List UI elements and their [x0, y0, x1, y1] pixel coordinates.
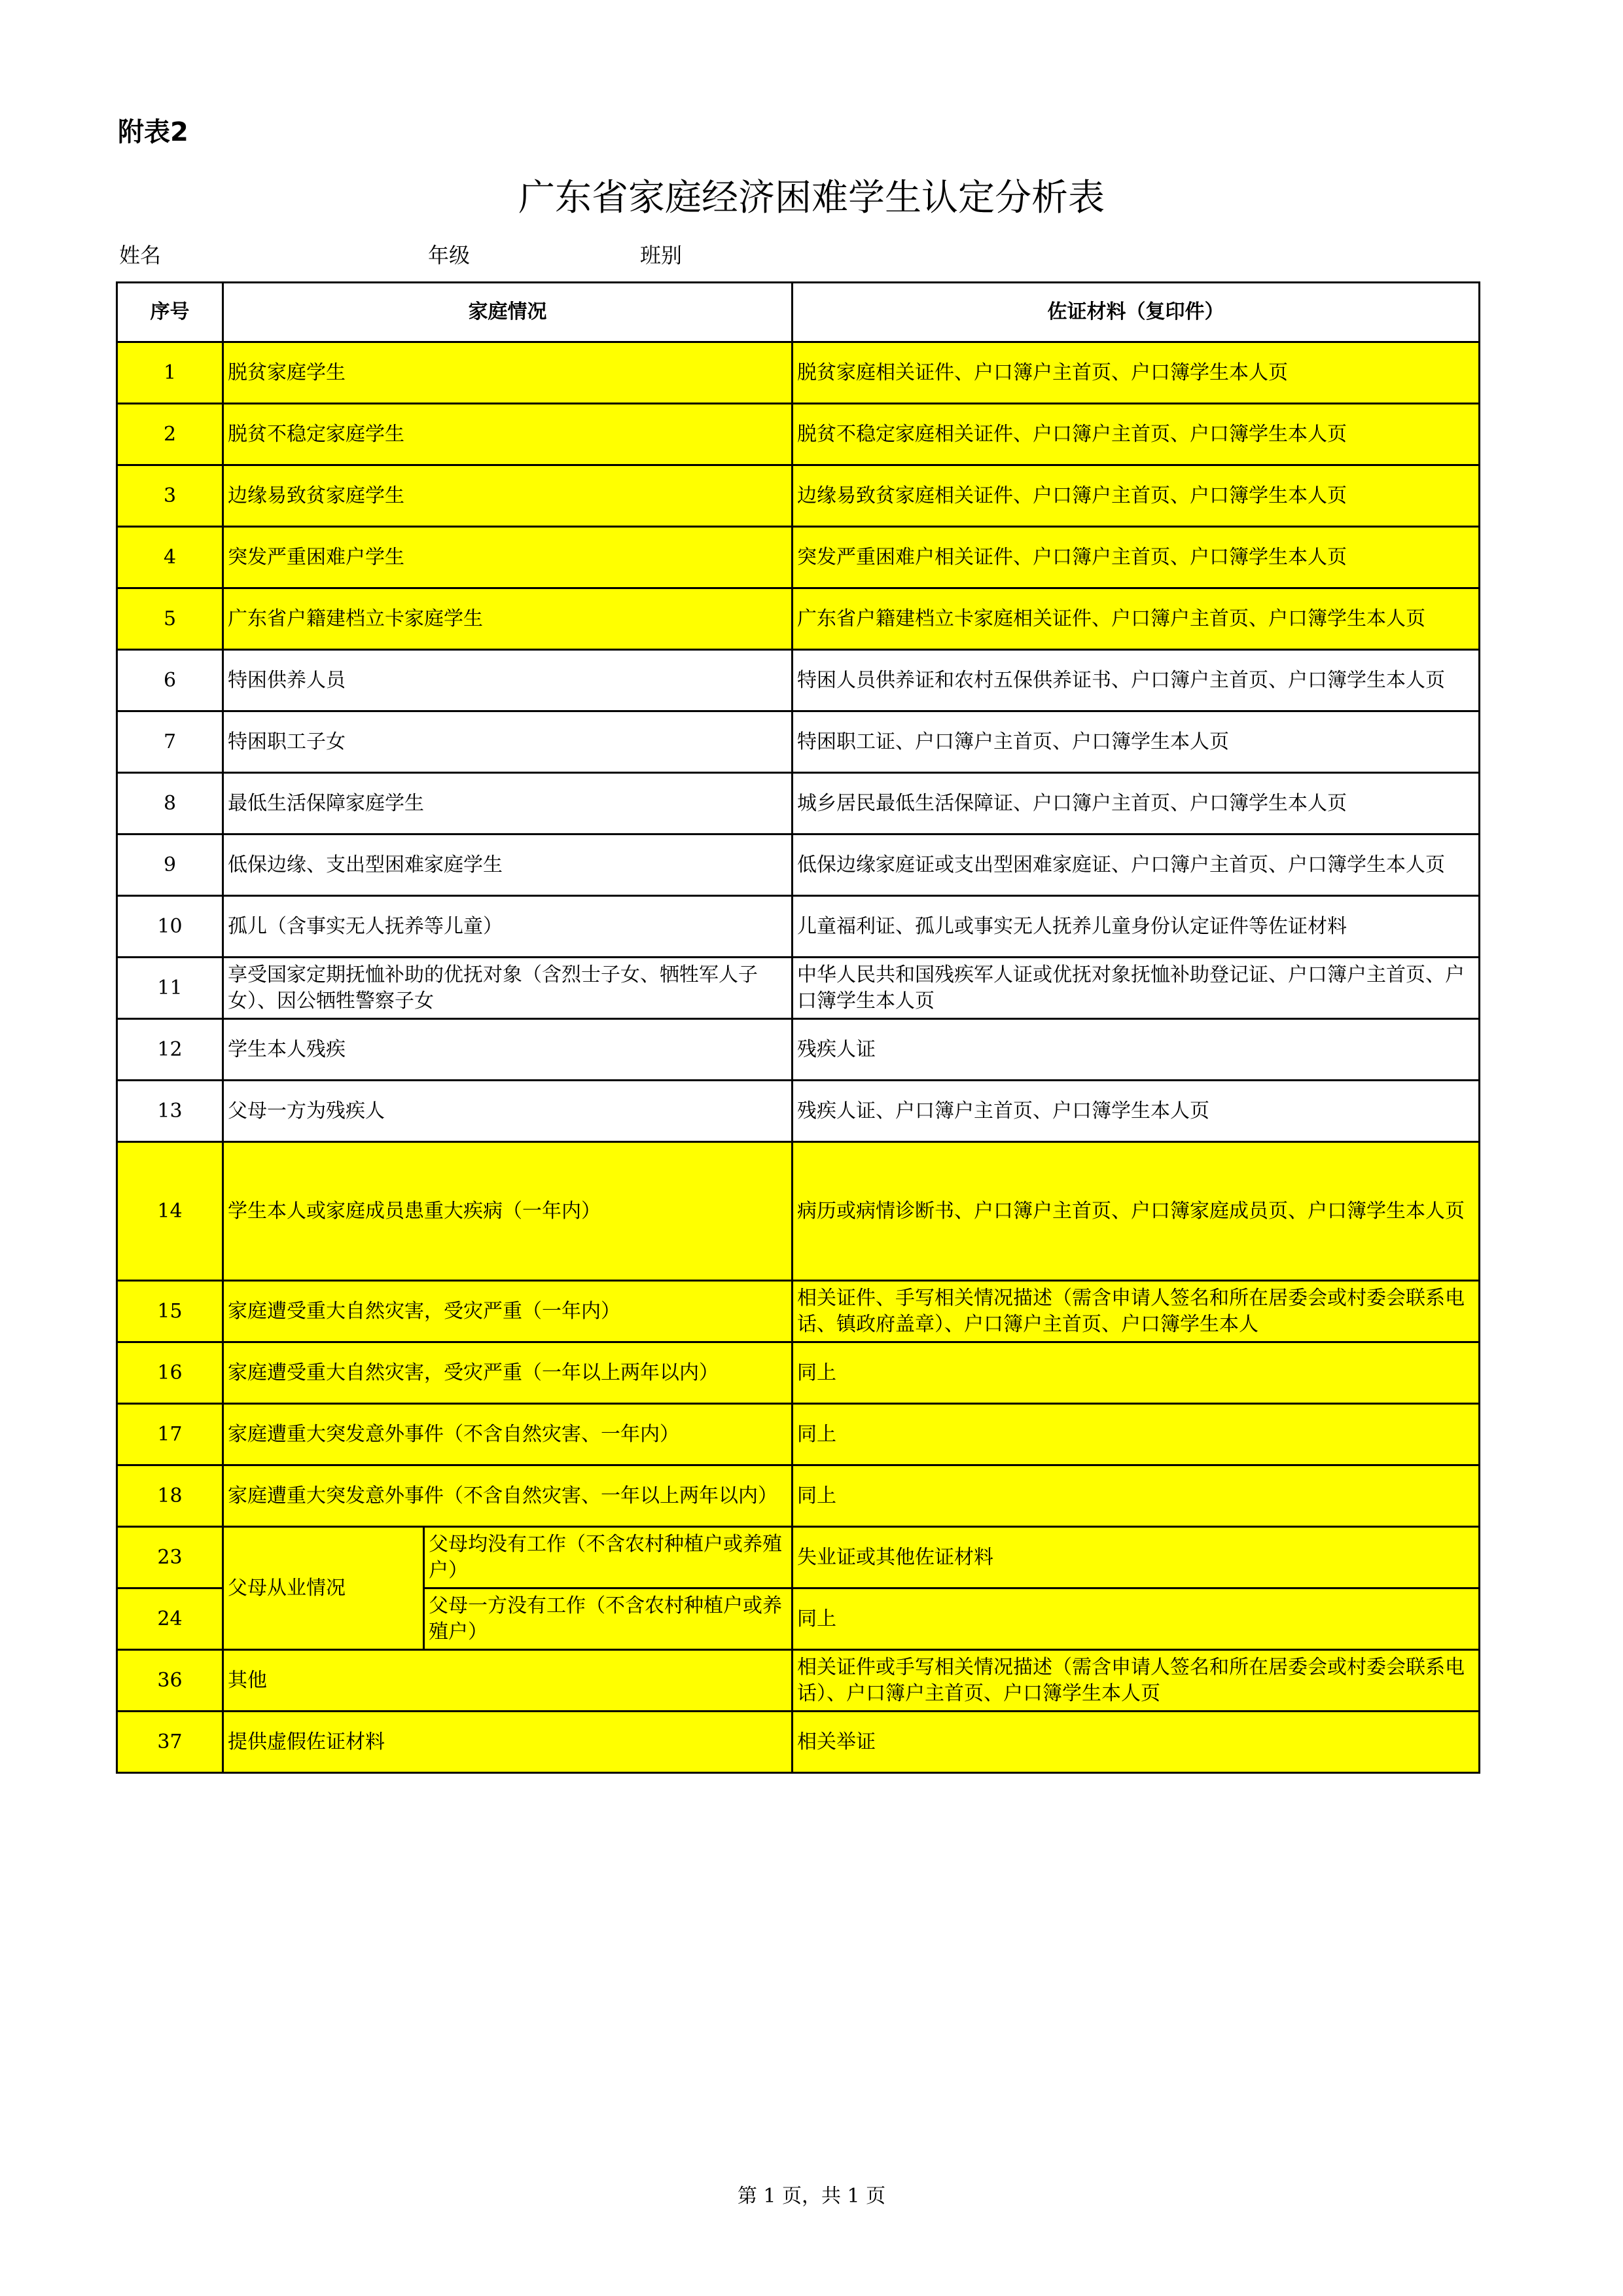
attachment-label: 附表2	[118, 117, 188, 147]
table-row	[117, 1019, 1480, 1081]
table-row	[117, 958, 1480, 1019]
analysis-table	[116, 281, 1480, 1774]
row-evidence: 低保边缘家庭证或支出型困难家庭证、户口簿户主首页、户口簿学生本人页	[793, 834, 1480, 896]
table-row	[117, 773, 1480, 834]
row-evidence: 边缘易致贫家庭相关证件、户口簿户主首页、户口簿学生本人页	[793, 465, 1480, 527]
table-row	[117, 1342, 1480, 1404]
row-family: 广东省户籍建档立卡家庭学生	[223, 588, 793, 650]
row-seq: 36	[117, 1650, 223, 1712]
row-evidence: 同上	[793, 1342, 1480, 1404]
row-evidence: 儿童福利证、孤儿或事实无人抚养儿童身份认定证件等佐证材料	[793, 896, 1480, 958]
row-evidence: 同上	[793, 1404, 1480, 1465]
table-row	[117, 404, 1480, 465]
row-subcondition: 父母一方没有工作（不含农村种植户或养殖户）	[424, 1588, 793, 1650]
row-family: 突发严重困难户学生	[223, 527, 793, 588]
table-row	[117, 834, 1480, 896]
header-family: 家庭情况	[223, 283, 793, 342]
row-seq: 3	[117, 465, 223, 527]
row-seq: 8	[117, 773, 223, 834]
table-row	[117, 465, 1480, 527]
row-seq: 2	[117, 404, 223, 465]
row-seq: 12	[117, 1019, 223, 1081]
row-evidence: 残疾人证、户口簿户主首页、户口簿学生本人页	[793, 1081, 1480, 1142]
row-evidence: 脱贫不稳定家庭相关证件、户口簿户主首页、户口簿学生本人页	[793, 404, 1480, 465]
row-seq: 6	[117, 650, 223, 711]
row-evidence: 病历或病情诊断书、户口簿户主首页、户口簿家庭成员页、户口簿学生本人页	[793, 1142, 1480, 1281]
header-evidence: 佐证材料（复印件）	[793, 283, 1480, 342]
row-evidence: 同上	[793, 1588, 1480, 1650]
row-evidence: 同上	[793, 1465, 1480, 1527]
table-row	[117, 342, 1480, 404]
row-family: 提供虚假佐证材料	[223, 1712, 793, 1773]
row-seq: 37	[117, 1712, 223, 1773]
row-seq: 10	[117, 896, 223, 958]
table-row	[117, 1281, 1480, 1342]
row-seq: 23	[117, 1527, 223, 1588]
table-row	[117, 527, 1480, 588]
row-family: 家庭遭重大突发意外事件（不含自然灾害、一年以上两年以内）	[223, 1465, 793, 1527]
row-family: 特困职工子女	[223, 711, 793, 773]
row-evidence: 突发严重困难户相关证件、户口簿户主首页、户口簿学生本人页	[793, 527, 1480, 588]
row-family: 家庭遭受重大自然灾害，受灾严重（一年以上两年以内）	[223, 1342, 793, 1404]
grade-label: 年级	[428, 243, 471, 268]
row-seq: 14	[117, 1142, 223, 1281]
row-family: 父母一方为残疾人	[223, 1081, 793, 1142]
table-row	[117, 1527, 1480, 1588]
row-family: 家庭遭重大突发意外事件（不含自然灾害、一年内）	[223, 1404, 793, 1465]
row-seq: 18	[117, 1465, 223, 1527]
row-family: 最低生活保障家庭学生	[223, 773, 793, 834]
row-seq: 1	[117, 342, 223, 404]
table-row	[117, 711, 1480, 773]
table-row	[117, 1081, 1480, 1142]
row-family: 脱贫家庭学生	[223, 342, 793, 404]
row-evidence: 广东省户籍建档立卡家庭相关证件、户口簿户主首页、户口簿学生本人页	[793, 588, 1480, 650]
table-row	[117, 1465, 1480, 1527]
row-family: 低保边缘、支出型困难家庭学生	[223, 834, 793, 896]
row-family: 学生本人残疾	[223, 1019, 793, 1081]
row-evidence: 特困职工证、户口簿户主首页、户口簿学生本人页	[793, 711, 1480, 773]
row-family: 边缘易致贫家庭学生	[223, 465, 793, 527]
table-row	[117, 1142, 1480, 1281]
row-seq: 15	[117, 1281, 223, 1342]
row-seq: 7	[117, 711, 223, 773]
row-seq: 17	[117, 1404, 223, 1465]
class-label: 班别	[640, 243, 683, 268]
name-label: 姓名	[119, 243, 162, 268]
row-family: 特困供养人员	[223, 650, 793, 711]
row-seq: 24	[117, 1588, 223, 1650]
row-evidence: 特困人员供养证和农村五保供养证书、户口簿户主首页、户口簿学生本人页	[793, 650, 1480, 711]
row-family: 学生本人或家庭成员患重大疾病（一年内）	[223, 1142, 793, 1281]
row-seq: 4	[117, 527, 223, 588]
row-seq: 9	[117, 834, 223, 896]
row-evidence: 中华人民共和国残疾军人证或优抚对象抚恤补助登记证、户口簿户主首页、户口簿学生本人页	[793, 958, 1480, 1019]
page-title: 广东省家庭经济困难学生认定分析表	[518, 177, 1105, 219]
table-row	[117, 588, 1480, 650]
parent-employment-label: 父母从业情况	[223, 1527, 424, 1650]
row-family: 其他	[223, 1650, 793, 1712]
table-row	[117, 1712, 1480, 1773]
row-evidence: 残疾人证	[793, 1019, 1480, 1081]
table-row	[117, 896, 1480, 958]
row-evidence: 相关证件或手写相关情况描述（需含申请人签名和所在居委会或村委会联系电话）、户口簿户主首页、户口簿学生本人页	[793, 1650, 1480, 1712]
row-subcondition: 父母均没有工作（不含农村种植户或养殖户）	[424, 1527, 793, 1588]
table-row	[117, 1650, 1480, 1712]
row-seq: 5	[117, 588, 223, 650]
row-family: 家庭遭受重大自然灾害，受灾严重（一年内）	[223, 1281, 793, 1342]
row-seq: 11	[117, 958, 223, 1019]
row-evidence: 脱贫家庭相关证件、户口簿户主首页、户口簿学生本人页	[793, 342, 1480, 404]
row-evidence: 相关证件、手写相关情况描述（需含申请人签名和所在居委会或村委会联系电话、镇政府盖章）、户口簿户主首页、户口簿学生本人	[793, 1281, 1480, 1342]
table-row	[117, 1404, 1480, 1465]
row-family: 享受国家定期抚恤补助的优抚对象（含烈士子女、牺牲军人子女）、因公牺牲警察子女	[223, 958, 793, 1019]
row-seq: 13	[117, 1081, 223, 1142]
page-footer: 第 1 页，共 1 页	[737, 2185, 886, 2208]
row-evidence: 失业证或其他佐证材料	[793, 1527, 1480, 1588]
header-seq: 序号	[117, 283, 223, 342]
row-family: 孤儿（含事实无人抚养等儿童）	[223, 896, 793, 958]
row-seq: 16	[117, 1342, 223, 1404]
row-evidence: 城乡居民最低生活保障证、户口簿户主首页、户口簿学生本人页	[793, 773, 1480, 834]
row-evidence: 相关举证	[793, 1712, 1480, 1773]
row-family: 脱贫不稳定家庭学生	[223, 404, 793, 465]
table-row	[117, 650, 1480, 711]
